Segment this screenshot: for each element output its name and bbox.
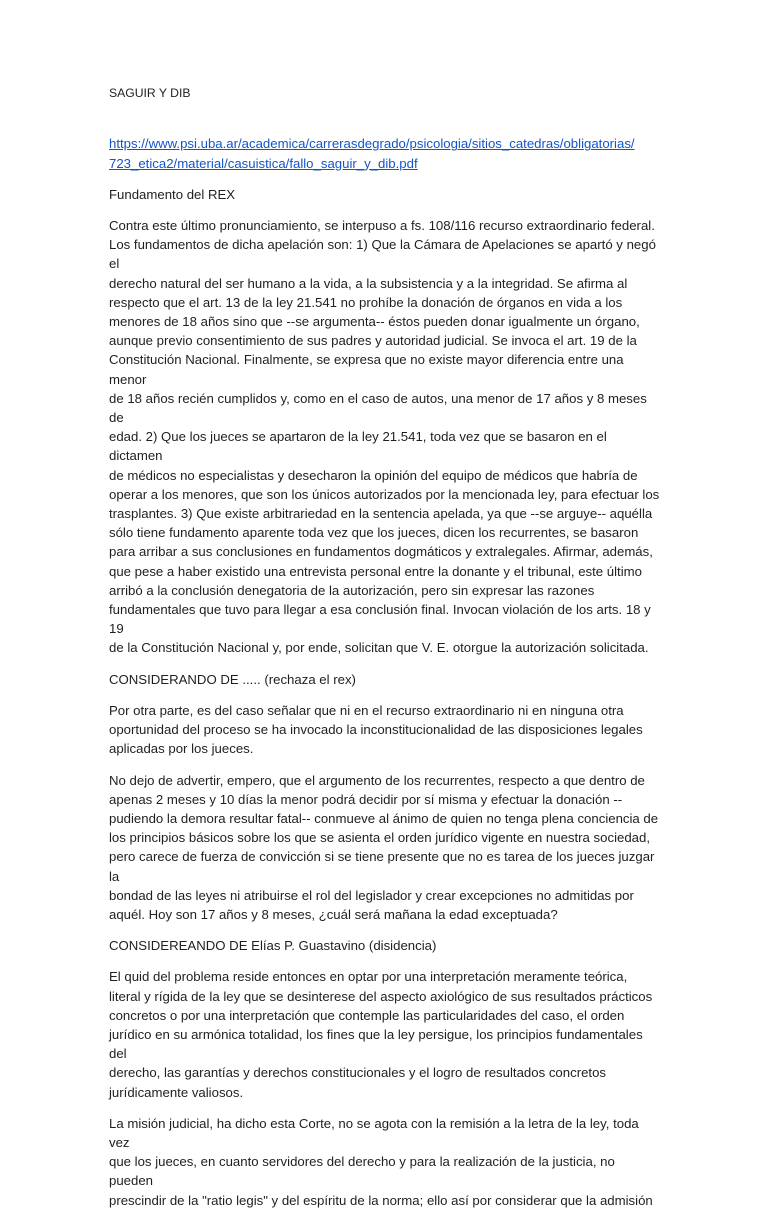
- paragraph-considerando-1: Por otra parte, es del caso señalar que ni en el recurso extraordinario ni en ninguna otra oportunidad del proceso se ha invocado la inconstitucionalidad de las disposiciones legales aplicadas por los jueces.: [109, 702, 643, 757]
- source-link[interactable]: https://www.psi.uba.ar/academica/carrerasdegrado/psicologia/sitios_catedras/obligatorias/ 723_etica2/material/casuistica/fallo_saguir_y_dib.pdf: [109, 136, 635, 171]
- paragraph-rex: Contra este último pronunciamiento, se interpuso a fs. 108/116 recurso extraordinario federal. Los fundamentos de dicha apelación son: 1) Que la Cámara de Apelaciones se apartó y negó el derecho natural del ser humano a la vida, a la subsistencia y a la integridad. Se afirma al respecto que el art. 13 de la ley 21.541 no prohíbe la donación de órganos en vida a los menores de 18 años sino que --se argumenta-- éstos pueden donar igualmente un órgano, aunque previo consentimiento de sus padres y autoridad judicial. Se invoca el art. 19 de la Constitución Nacional. Finalmente, se expresa que no existe mayor diferencia entre una menor de 18 años recién cumplidos y, como en el caso de autos, una menor de 17 años y 8 meses de edad. 2) Que los jueces se apartaron de la ley 21.541, toda vez que se basaron en el dictamen de médicos no especialistas y desecharon la opinión del equipo de médicos que habría de operar a los menores, que son los únicos autorizados por la mencionada ley, para efectuar los trasplantes. 3) Que existe arbitrariedad en la sentencia apelada, ya que --se arguye-- aquélla sólo tiene fundamento aparente toda vez que los jueces, dicen los recurrentes, se basaron para arribar a sus conclusiones en fundamentos dogmáticos y extralegales. Afirmar, además, que pese a haber existido una entrevista personal entre la donante y el tribunal, este último arribó a la conclusión denegatoria de la autorización, pero sin expresar las razones fundamentales que tuvo para llegar a esa conclusión final. Invocan violación de los arts. 18 y 19 de la Constitución Nacional y, por ende, solicitan que V. E. otorgue la autorización solicitada.: [109, 218, 660, 656]
- paragraph-disidencia-2: La misión judicial, ha dicho esta Corte, no se agota con la remisión a la letra de la ley, toda vez que los jueces, en cuanto servidores del derecho y para la realización de la justicia, no pueden prescindir de la "ratio legis" y del espíritu de la norma; ello así por considerar que la admisión: [109, 1115, 653, 1208]
- source-link-paragraph: [109, 115, 661, 173]
- paragraph-disidencia-1: El quid del problema reside entonces en optar por una interpretación meramente teórica, literal y rígida de la ley que se desinterese del aspecto axiológico de sus resultados prácticos concretos o por una interpretación que contemple las particularidades del caso, el orden jurídico en su armónica totalidad, los fines que la ley persigue, los principios fundamentales del derecho, las garantías y derechos constitucionales y el logro de resultados concretos jurídicamente valiosos.: [109, 969, 653, 1100]
- section-heading-rex: Fundamento del REX: [109, 186, 236, 202]
- document-title: SAGUIR Y DIB: [109, 86, 191, 100]
- document-content: [109, 84, 661, 1222]
- section-heading-disidencia: CONSIDEREANDO DE Elías P. Guastavino (disidencia): [109, 938, 437, 954]
- section-heading-considerando: CONSIDERANDO DE ..... (rechaza el rex): [109, 671, 356, 687]
- paragraph-considerando-2: No dejo de advertir, empero, que el argumento de los recurrentes, respecto a que dentro de apenas 2 meses y 10 días la menor podrá decidir por sí misma y efectuar la donación -- pudiendo la demora resultar fatal-- conmueve al ánimo de quien no tenga plena conciencia de los principios básicos sobre los que se asienta el orden jurídico vigente en nuestra sociedad, pero carece de fuerza de convicción si se tiene presente que no es tarea de los jueces juzgar la bondad de las leyes ni atribuirse el rol del legislador y crear excepciones no admitidas por aquél. Hoy son 17 años y 8 meses, ¿cuál será mañana la edad exceptuada?: [109, 772, 659, 922]
